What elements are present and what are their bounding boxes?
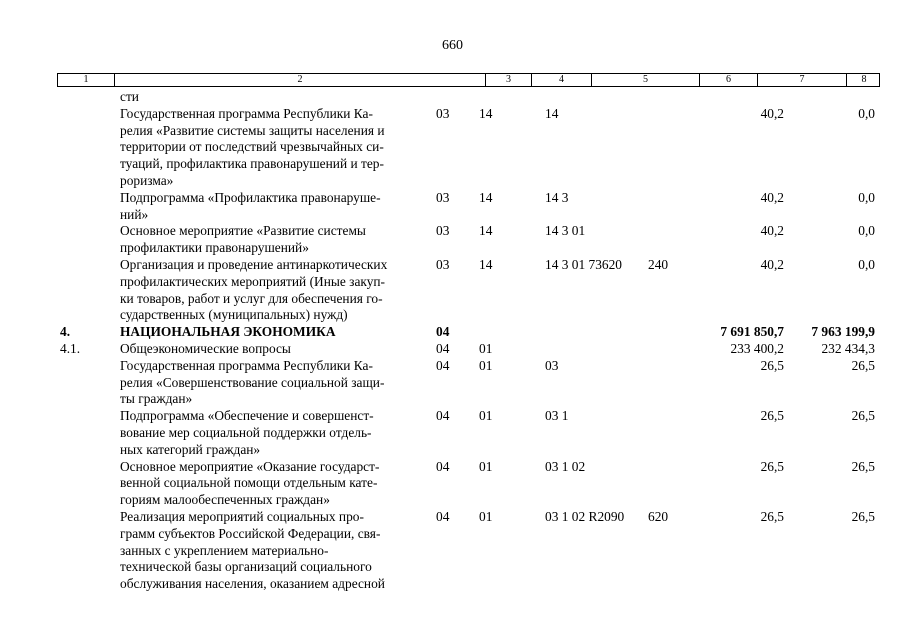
row-name: Подпрограмма «Обеспечение и совершенст- вование мер социальной поддержки отдель- ных категорий граждан»: [120, 408, 374, 457]
row-amount-1: 40,2: [760, 223, 784, 239]
row-section: 04: [436, 324, 450, 340]
row-section: 03: [436, 223, 450, 239]
table-header: [57, 73, 880, 87]
row-name: Организация и проведение антинаркотических профилактических мероприятий (Иные закуп- ки товаров, работ и услуг для обеспечения го- сударственных (муниципальных) нужд): [120, 256, 388, 323]
table-body: [0, 89, 905, 593]
header-col-7: 7: [758, 74, 847, 86]
row-number: 4.: [60, 324, 71, 340]
row-amount-2: 7 963 199,9: [811, 324, 875, 340]
row-amount-1: 26,5: [760, 508, 784, 524]
row-name: Основное мероприятие «Оказание государст- венной социальной помощи отдельным кате- гориям малообеспеченных граждан»: [120, 458, 380, 508]
row-section: 04: [436, 357, 450, 373]
row-section: 03: [436, 105, 450, 121]
row-subsection: 01: [479, 357, 493, 373]
row-amount-1: 233 400,2: [730, 340, 784, 356]
page-number: 660: [442, 38, 463, 53]
row-amount-1: 26,5: [760, 458, 784, 474]
row-amount-1: 26,5: [760, 408, 784, 424]
row-name: Основное мероприятие «Развитие системы профилактики правонарушений»: [120, 223, 366, 256]
row-subsection: 14: [479, 189, 493, 205]
row-amount-2: 26,5: [851, 508, 875, 524]
row-target-article: 14 3 01: [545, 223, 586, 239]
row-section: 04: [436, 340, 450, 356]
row-name: Реализация мероприятий социальных про- грамм субъектов Российской Федерации, свя- занных с укреплением материально- технической базы организаций социального обслуживания населения, оказанием адресной: [120, 508, 385, 592]
row-subsection: 14: [479, 105, 493, 121]
row-subsection: 01: [479, 458, 493, 474]
header-col-5: 5: [592, 74, 700, 86]
row-amount-1: 40,2: [760, 189, 784, 205]
row-amount-2: 0,0: [858, 189, 875, 205]
table-row: [0, 257, 905, 324]
row-expense-type: 620: [648, 508, 669, 524]
row-number: 4.1.: [60, 340, 81, 356]
table-row: [0, 89, 905, 106]
row-amount-2: 26,5: [851, 458, 875, 474]
row-name: Подпрограмма «Профилактика правонаруше- ний»: [120, 189, 381, 222]
row-name: сти: [120, 89, 139, 104]
row-section: 03: [436, 256, 450, 272]
table-row: [0, 106, 905, 190]
row-name: Государственная программа Республики Ка- релия «Совершенствование социальной защи- ты граждан»: [120, 357, 385, 407]
row-subsection: 01: [479, 508, 493, 524]
table-row: [0, 509, 905, 593]
row-section: 04: [436, 458, 450, 474]
header-col-3: 3: [486, 74, 532, 86]
table-row: [0, 223, 905, 257]
table-row: [0, 358, 905, 408]
header-col-6: 6: [700, 74, 758, 86]
row-amount-2: 0,0: [858, 223, 875, 239]
header-col-8: 8: [861, 74, 867, 85]
row-target-article: 03 1: [545, 408, 569, 424]
row-subsection: 14: [479, 256, 493, 272]
row-section: 04: [436, 408, 450, 424]
row-target-article: 14: [545, 105, 559, 121]
row-target-article: 03 1 02: [545, 458, 586, 474]
row-name: Общеэкономические вопросы: [120, 340, 291, 356]
header-col-1: 1: [58, 74, 115, 86]
row-target-article: 14 3 01 73620: [545, 256, 622, 272]
table-row: [0, 459, 905, 509]
row-name: Государственная программа Республики Ка- релия «Развитие системы защиты населения и территории от последствий чрезвычайных си- туаций, профилактика правонарушений и тер- роризма»: [120, 105, 385, 188]
row-amount-2: 232 434,3: [821, 340, 875, 356]
row-target-article: 03 1 02 R2090: [545, 508, 625, 524]
table-row: [0, 190, 905, 224]
row-name: НАЦИОНАЛЬНАЯ ЭКОНОМИКА: [120, 324, 336, 340]
row-target-article: 03: [545, 357, 559, 373]
row-amount-2: 26,5: [851, 408, 875, 424]
row-section: 03: [436, 189, 450, 205]
row-amount-1: 40,2: [760, 256, 784, 272]
table-row: [0, 324, 905, 341]
row-amount-2: 0,0: [858, 105, 875, 121]
row-amount-2: 26,5: [851, 357, 875, 373]
row-amount-1: 7 691 850,7: [720, 324, 784, 340]
table-row: [0, 341, 905, 358]
table-row: [0, 408, 905, 458]
row-amount-2: 0,0: [858, 256, 875, 272]
row-amount-1: 26,5: [760, 357, 784, 373]
header-col-2: 2: [115, 74, 486, 86]
row-target-article: 14 3: [545, 189, 569, 205]
header-col-4: 4: [532, 74, 592, 86]
row-section: 04: [436, 508, 450, 524]
row-amount-1: 40,2: [760, 105, 784, 121]
row-expense-type: 240: [648, 256, 669, 272]
row-subsection: 01: [479, 340, 493, 356]
row-subsection: 14: [479, 223, 493, 239]
row-subsection: 01: [479, 408, 493, 424]
